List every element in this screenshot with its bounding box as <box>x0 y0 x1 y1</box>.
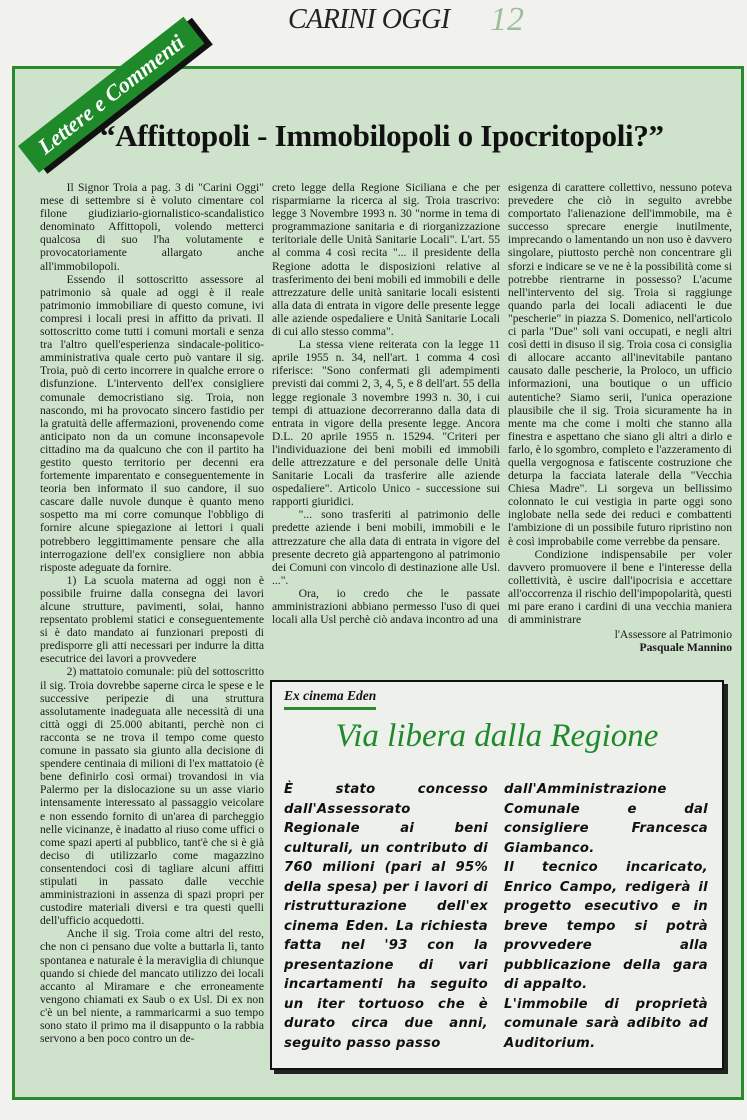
box-column-1 <box>284 780 488 1053</box>
page-number: 12 <box>490 1 524 38</box>
signature-name: Pasquale Mannino <box>639 641 732 655</box>
masthead <box>0 0 747 40</box>
paragraph: creto legge della Regione Siciliana e che per risparmiarne la ricerca al sig. Troia trascrivo: legge 3 Novembre 1993 n. 30 "norme in tema di programmazione sanitaria e di riorganizzazione teritoriale delle Unità Sanitarie Locali". L'art. 55 al comma 4 così recita "... il presidente della Regione adotta le disposizioni relative al trasferimento dei beni mobili ed immobili e delle attrezzature delle unità sanitarie locali esistenti alla data di entrata in vigore delle presente legge alle aziende ospedaliere e Unità Sanitarie Locali di cui allo stesso comma". <box>272 181 500 339</box>
article-headline: “Affittopoli - Immobilopoli o Ipocritopoli?” <box>100 118 664 153</box>
paragraph: 1) La scuola materna ad oggi non è possibile fruirne dalla consegna dei lavori alcune strutture, pavimenti, solai, hanno repsentato problemi statici e conseguentemente si è dato mandato ai funzionari preposti di predisporre gli atti necessari per indurre la ditta esecutrice dei lavori a provvedere <box>40 573 264 666</box>
article-column-2 <box>272 181 500 626</box>
paragraph: Essendo il sottoscritto assessore al patrimonio sà quale ad oggi è il reale patrimonio immobiliare di questo comune, ivi compresi i locali presi in affitto da privati. Il sottoscritto come tutti i comuni mortali e senza tra l'altro quell'esperienza sindacale-politico-amministrativa quale certo può vantare il sig. Troia, può di certo incorrere in qualche errore o disfunzione. L'intervento dell'ex consigliere comunale democristiano sig. Troia, non nascondo, mi ha provocato sincero fastidio per la gratuità delle affermazioni, provenendo come anticipato non da un comune inconsapevole cittadino ma da qualcuno che con il partito ha gestito questo territorio per decenni era fortemente imparentato e conseguentemente in teoria ben informato il suo candore, il suo cascare dalle nuvole dunque è quanto meno sospetto ma mi corre comunque l'obbligo di fornire alcune spiegazione ai lettori i quali potrebbero leggittimamente pensare che alla interrogazione dell'ex consigliere non abbia risposte adeguate da fornire. <box>40 272 264 574</box>
box-column-2 <box>504 780 708 1053</box>
paragraph: L'immobile di proprietà comunale sarà adibito ad Auditorium. <box>504 996 708 1051</box>
paragraph: "... sono trasferiti al patrimonio delle predette aziende i beni mobili, immobili e le attrezzature che alla data di entrata in vigore del presente decreto già appartengono al patrimonio dei Comuni con vincolo di destinazione alle Usl. ...". <box>272 508 500 587</box>
paragraph: È stato concesso dall'Assessorato Regionale ai beni culturali, un contributo di 760 milioni (pari al 95% della spesa) per i lavori di ristrutturazione dell'ex cinema Eden. La richiesta fatta nel '93 con la presentazione di vari incartamenti ha seguito un iter tortuoso che è durato circa due anni, seguito passo passo <box>284 782 488 1051</box>
publication-title: CARINI OGGI <box>288 4 450 35</box>
paragraph: La stessa viene reiterata con la legge 11 aprile 1955 n. 34, nell'art. 1 comma 4 così riferisce: "Sono confermati gli adempimenti previsti dai commi 2, 3, 4, 5, e 8 dell'art. 55 della legge regionale 3 novembre 1993 n. 30, i cui tempi di attuazione decorreranno dalla data di entrata in vigore della presente legge. Ancora D.L. 20 aprile 1955 n. 15294. "Criteri per l'individuazione dei beni mobili ed immobili delle attrezzature e del personale delle Unità Sanitarie Locali da trasferire alle aziende ospedaliere". Articolo Unico - successione sui rapporti giuridici. <box>272 338 500 509</box>
sidebar-news-box <box>270 680 724 1070</box>
paragraph: Condizione indispensabile per voler davvero promuovere il bene e l'interesse della collettività, è uscire dall'ipocrisia e accettare all'occorrenza il rischio dell'impopolarità, questi mi pare erano i cardini di una vecchia maniera di amministrare <box>508 547 732 627</box>
paragraph: Il Signor Troia a pag. 3 di "Carini Oggi" mese di settembre si è voluto cimentare col filone giudiziario-giornalistico-scandalistico denominato Affittopoli, volendo metterci qualcosa di suo l'ha volutamente e provocatoriamente allargato anche all'immobilopoli. <box>40 181 264 273</box>
article-column-1 <box>40 181 264 1045</box>
paragraph: dall'Amministrazione Comunale e dal consigliere Francesca Giambanco. <box>504 782 708 856</box>
box-title: Via libera dalla Regione <box>335 718 659 754</box>
signature-role: l'Assessore al Patrimonio <box>614 628 732 642</box>
section-tag: Lettere e Commenti <box>18 17 204 173</box>
signature <box>508 628 732 654</box>
paragraph: Anche il sig. Troia come altri del resto, che non ci pensano due volte a buttarla lì, tanto spontanea e naturale è la meraviglia di chiunque quando si chiede del mancato utilizzo dei locali accanto al Miramare e che erroneamente vengono chiamati ex Saub o ex Usl. Di ex non c'è un bel niente, a rammaricarmi a suo tempo sono stato il primo ma il disappunto o la rabbia servono a ben poco contro un de- <box>40 927 264 1046</box>
box-kicker: Ex cinema Eden <box>284 688 376 710</box>
paragraph: esigenza di carattere collettivo, nessuno poteva prevedere che ciò in seguito avrebbe comportato l'alienazione dell'immobile, ma è successo sprecare energie inutilmente, imprecando o lamentando un non uso è davvero singolare, piuttosto perchè non concentrare gli sforzi e indicare se ve ne è la possibilità come si potrebbe rientrarne in possesso? L'acume nell'intervento del sig. Troia si raggiunge quando parla dei locali adiacenti le due "pescherie" in piazza S. Domenico, nell'articolo ci parla "Due" soli vani occupati, e negli altri così detti in disuso il sig. Troia cosa ci consiglia di allocare accanto all'inevitabile pantano causato dalle pescherie, la Proloco, un ufficio informazioni, una boutique o un ufficio autentiche? Siamo serii, l'unica operazione plausibile che il sig. Troia sicuramente ha in mente ma che come i molti che stanno alla finestra e aspettano che siano gli altri a dirlo e farlo, è lo sgombro, completo e l'azzeramento di quella vergognosa e fatiscente costruzione che deturpa la facciata laterale della "Vecchia Chiesa Madre". Li sorgeva un bellissimo colonnato le cui vestigia in parte oggi sono inglobate nella sede dei reduci e combattenti l'ambizione di un possibile futuro ripristino non è così improbabile come verrebbe da pensare. <box>508 181 732 548</box>
article-column-3 <box>508 181 732 654</box>
paragraph: 2) mattatoio comunale: più del sottoscritto il sig. Troia dovrebbe saperne circa le spese e le successive peripezie di una struttura assolutamente inadeguata alle necessità di una città oggi di 25.000 abitanti, perchè non ci racconta se ne trova il tempo come questo comune in passato sia giunto alla decisione di spendere centinaia di milioni di l'ex mattatoio (è bene definirlo così ormai) trovandosi in via Palermo per la dislocazione su un asse viario intensamente interessato al passaggio veicolare e non essendo fornito di un'area di parcheggio nelle vicinanze, è inadatto al riuso come uffici o come spazi aperti al pubblico, tant'è che si è già deciso di utilizzarlo come magazzino consentendoci così di tagliare alcuni affitti stipulati in passato dalle vecchie amministrazioni in assenza di spazi propri per custodire materiali diversi e tra questi quelli dell'ufficio acquedotti. <box>40 665 264 928</box>
paragraph: Ora, io credo che le passate amministrazioni abbiano permesso l'uso di quei locali alla Usl perchè ciò andava incontro ad una <box>272 586 500 627</box>
paragraph: Il tecnico incaricato, Enrico Campo, redigerà il progetto esecutivo e in breve tempo si potrà provvedere alla pubblicazione della gara di appalto. <box>504 860 708 992</box>
